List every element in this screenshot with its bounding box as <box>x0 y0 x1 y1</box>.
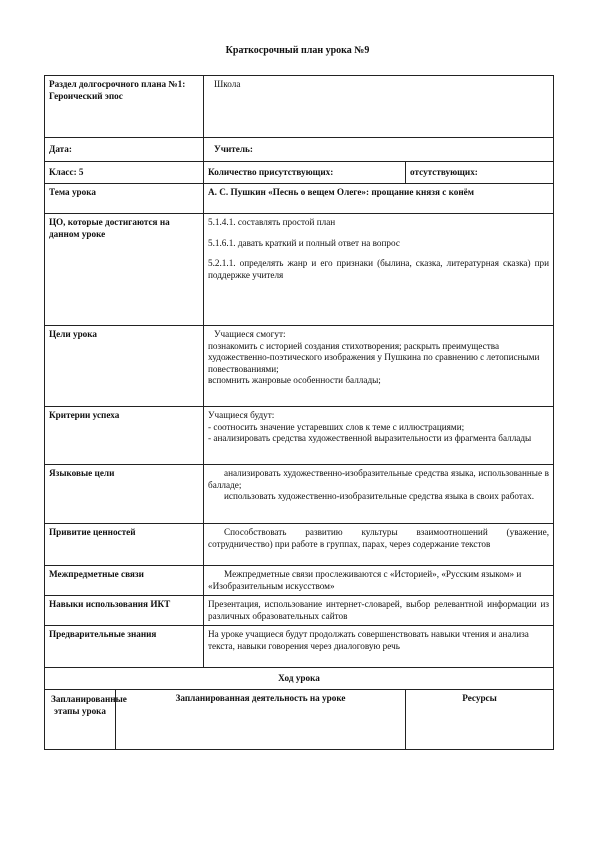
criteria-1: - соотносить значение устаревших слов к теме с иллюстрациями; <box>208 421 465 432</box>
values-cell <box>204 524 554 566</box>
prior-knowledge-text: На уроке учащиеся будут продолжать совершенствовать навыки чтения и анализа текста, навыки говорения через диалоговую речь <box>204 626 554 668</box>
values-text: Способствовать развитию культуры взаимоотношений (уважение, сотрудничество) при работе в группах, парах, через содержание текстов <box>208 527 550 549</box>
lesson-goals-row <box>45 326 554 407</box>
objective-2: 5.1.6.1. давать краткий и полный ответ на вопрос <box>208 237 400 248</box>
school-cell: Школа <box>204 76 554 138</box>
lesson-plan-table <box>44 75 554 750</box>
ict-row <box>45 596 554 626</box>
learning-objectives-label: ЦО, которые достигаются на данном уроке <box>45 214 204 326</box>
success-criteria-cell <box>204 407 554 465</box>
cross-curricular-cell <box>204 566 554 596</box>
section-row <box>45 76 554 138</box>
ict-text: Презентация, использование интернет-словарей, выбор релевантной информации из различных образовательных сайтов <box>204 596 554 626</box>
language-goal-2: использовать художественно-изобразительные средства языка в своих работах. <box>224 491 535 501</box>
planned-activity-header: Запланированная деятельность на уроке <box>116 690 406 750</box>
absent-label: отсутствующих: <box>406 162 554 184</box>
success-criteria-label: Критерии успеха <box>45 407 204 465</box>
criteria-2: - анализировать средства художественной выразительности из фрагмента баллады <box>208 433 532 443</box>
section-label: Раздел долгосрочного плана №1: Героический эпос <box>45 76 204 138</box>
ict-label: Навыки использования ИКТ <box>45 596 204 626</box>
success-criteria-row <box>45 407 554 465</box>
learning-objectives-row <box>45 214 554 326</box>
planned-stages-header: Запланированные этапы урока <box>45 690 116 750</box>
objective-1: 5.1.4.1. составлять простой план <box>208 217 336 227</box>
lesson-goals-cell <box>204 326 554 407</box>
date-label: Дата: <box>45 138 204 162</box>
values-label: Привитие ценностей <box>45 524 204 566</box>
topic-row <box>45 184 554 214</box>
prior-knowledge-label: Предварительные знания <box>45 626 204 668</box>
language-goals-label: Языковые цели <box>45 465 204 524</box>
topic-label: Тема урока <box>45 184 204 214</box>
cross-curricular-text: Межпредметные связи прослеживаются с «Историей», «Русским языком» и «Изобразительным искусством» <box>208 569 522 591</box>
objective-3: 5.2.1.1. определять жанр и его признаки (былина, сказка, литературная сказка) при поддержке учителя <box>208 258 550 280</box>
learning-objectives-cell <box>204 214 554 326</box>
lesson-course-heading: Ход урока <box>45 668 554 690</box>
resources-header: Ресурсы <box>406 690 554 750</box>
cross-curricular-row <box>45 566 554 596</box>
lesson-goal-2: вспомнить жанровые особенности баллады; <box>208 375 381 385</box>
stages-header-row <box>45 690 554 750</box>
date-row <box>45 138 554 162</box>
teacher-label: Учитель: <box>204 138 554 162</box>
language-goals-row <box>45 465 554 524</box>
class-row <box>45 162 554 184</box>
class-label: Класс: 5 <box>45 162 204 184</box>
values-row <box>45 524 554 566</box>
cross-curricular-label: Межпредметные связи <box>45 566 204 596</box>
present-label: Количество присутствующих: <box>204 162 406 184</box>
lesson-goals-intro: Учащиеся смогут: <box>214 329 286 339</box>
topic-value: А. С. Пушкин «Песнь о вещем Олеге»: прощание князя с конём <box>204 184 554 214</box>
language-goal-1: анализировать художественно-изобразительные средства языка, использованные в балладе; <box>208 468 550 490</box>
prior-knowledge-row <box>45 626 554 668</box>
language-goals-cell <box>204 465 554 524</box>
lesson-goal-1: познакомить с историей создания стихотворения; раскрыть преимущества художественно-поэтического изображения у Пушкина по сравнению с летописными повествованиями; <box>208 340 540 374</box>
criteria-intro: Учащиеся будут: <box>208 410 275 420</box>
lesson-goals-label: Цели урока <box>45 326 204 407</box>
page-title: Краткосрочный план урока №9 <box>225 45 370 56</box>
lesson-course-row <box>45 668 554 690</box>
